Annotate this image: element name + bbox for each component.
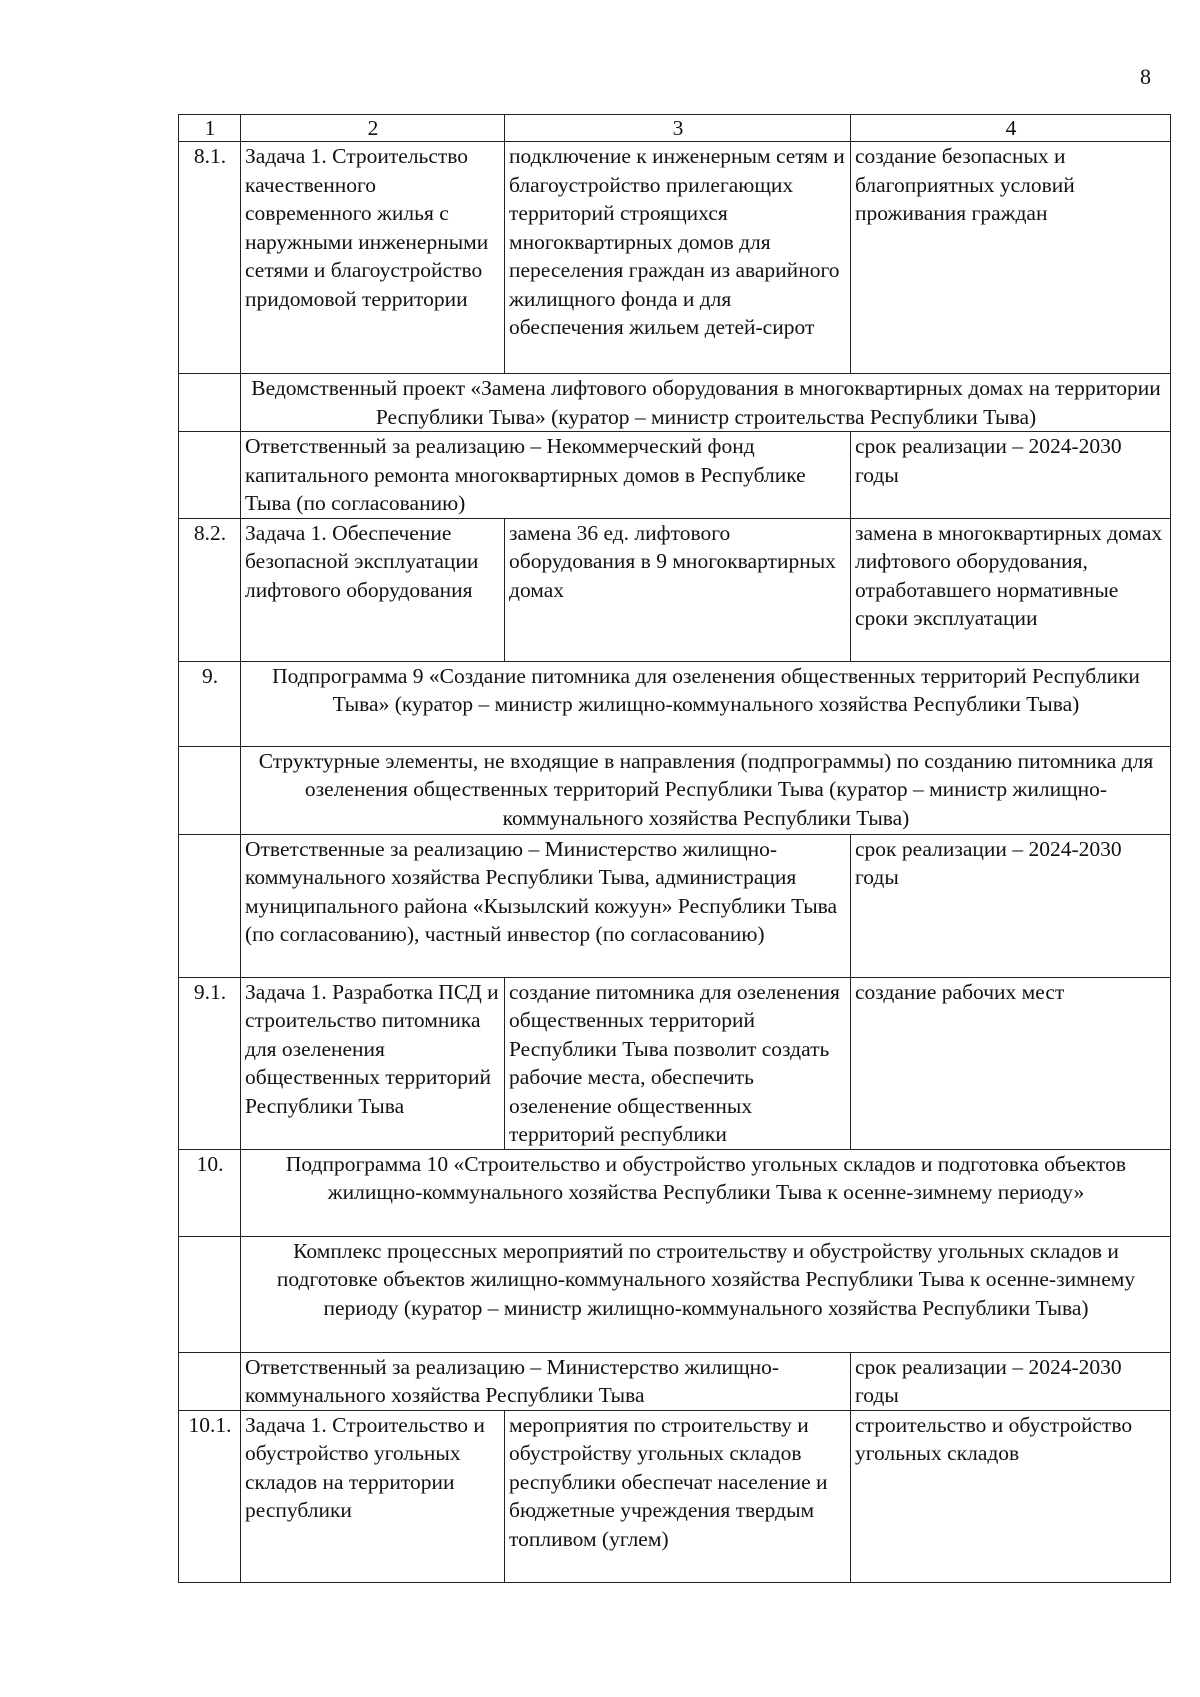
header-cell: 4 — [851, 115, 1171, 142]
row-number — [179, 432, 241, 519]
program-table — [178, 114, 1171, 1583]
responsible-row — [179, 834, 1171, 977]
row-number: 8.1. — [179, 142, 241, 374]
result-cell: строительство и обустройство угольных складов — [851, 1410, 1171, 1582]
term-cell: срок реализации – 2024-2030 годы — [851, 432, 1171, 519]
task-cell: Задача 1. Обеспечение безопасной эксплуатации лифтового оборудования — [241, 518, 505, 661]
row-number: 10.1. — [179, 1410, 241, 1582]
description-cell: мероприятия по строительству и обустройству угольных складов республики обеспечат население и бюджетные учреждения твердым топливом (углем) — [505, 1410, 851, 1582]
section-title: Подпрограмма 9 «Создание питомника для озеленения общественных территорий Республики Тыва» (куратор – министр жилищно-коммунального хозяйства Республики Тыва) — [241, 661, 1171, 746]
row-number: 9.1. — [179, 977, 241, 1149]
table-row — [179, 518, 1171, 661]
section-row — [179, 1236, 1171, 1352]
responsible-row — [179, 1352, 1171, 1410]
section-row — [179, 746, 1171, 834]
task-cell: Задача 1. Разработка ПСД и строительство питомника для озеленения общественных территорий Республики Тыва — [241, 977, 505, 1149]
row-number — [179, 1352, 241, 1410]
responsible-cell: Ответственный за реализацию – Министерство жилищно-коммунального хозяйства Республики Тыва — [241, 1352, 851, 1410]
row-number: 10. — [179, 1149, 241, 1236]
term-cell: срок реализации – 2024-2030 годы — [851, 834, 1171, 977]
responsible-cell: Ответственные за реализацию – Министерство жилищно-коммунального хозяйства Республики Тыва, администрация муниципального района «Кызылский кожуун» Республики Тыва (по согласованию), частный инвестор (по согласованию) — [241, 834, 851, 977]
row-number — [179, 374, 241, 432]
section-title: Ведомственный проект «Замена лифтового оборудования в многоквартирных домах на территории Республики Тыва» (куратор – министр строительства Республики Тыва) — [241, 374, 1171, 432]
table-row — [179, 142, 1171, 374]
description-cell: создание питомника для озеленения общественных территорий Республики Тыва позволит создать рабочие места, обеспечить озеленение общественных территорий республики — [505, 977, 851, 1149]
section-title: Подпрограмма 10 «Строительство и обустройство угольных складов и подготовка объектов жилищно-коммунального хозяйства Республики Тыва к осенне-зимнему периоду» — [241, 1149, 1171, 1236]
section-row — [179, 374, 1171, 432]
result-cell: создание рабочих мест — [851, 977, 1171, 1149]
row-number: 8.2. — [179, 518, 241, 661]
header-cell: 1 — [179, 115, 241, 142]
responsible-row — [179, 432, 1171, 519]
task-cell: Задача 1. Строительство качественного современного жилья с наружными инженерными сетями и благоустройство придомовой территории — [241, 142, 505, 374]
page-number: 8 — [1140, 64, 1151, 89]
table-header-row — [179, 115, 1171, 142]
section-title: Комплекс процессных мероприятий по строительству и обустройству угольных складов и подготовке объектов жилищно-коммунального хозяйства Республики Тыва к осенне-зимнему периоду (куратор – министр жилищно-коммунального хозяйства Республики Тыва) — [241, 1236, 1171, 1352]
table-row — [179, 977, 1171, 1149]
header-cell: 3 — [505, 115, 851, 142]
section-row — [179, 1149, 1171, 1236]
result-cell: замена в многоквартирных домах лифтового оборудования, отработавшего нормативные сроки эксплуатации — [851, 518, 1171, 661]
term-cell: срок реализации – 2024-2030 годы — [851, 1352, 1171, 1410]
section-row — [179, 661, 1171, 746]
header-cell: 2 — [241, 115, 505, 142]
description-cell: подключение к инженерным сетям и благоустройство прилегающих территорий строящихся многоквартирных домов для переселения граждан из аварийного жилищного фонда и для обеспечения жильем детей-сирот — [505, 142, 851, 374]
row-number — [179, 834, 241, 977]
description-cell: замена 36 ед. лифтового оборудования в 9 многоквартирных домах — [505, 518, 851, 661]
section-title: Структурные элементы, не входящие в направления (подпрограммы) по созданию питомника для озеленения общественных территорий Республики Тыва (куратор – министр жилищно-коммунального хозяйства Республики Тыва) — [241, 746, 1171, 834]
table-row — [179, 1410, 1171, 1582]
row-number — [179, 1236, 241, 1352]
row-number — [179, 746, 241, 834]
result-cell: создание безопасных и благоприятных условий проживания граждан — [851, 142, 1171, 374]
row-number: 9. — [179, 661, 241, 746]
responsible-cell: Ответственный за реализацию – Некоммерческий фонд капитального ремонта многоквартирных домов в Республике Тыва (по согласованию) — [241, 432, 851, 519]
task-cell: Задача 1. Строительство и обустройство угольных складов на территории республики — [241, 1410, 505, 1582]
